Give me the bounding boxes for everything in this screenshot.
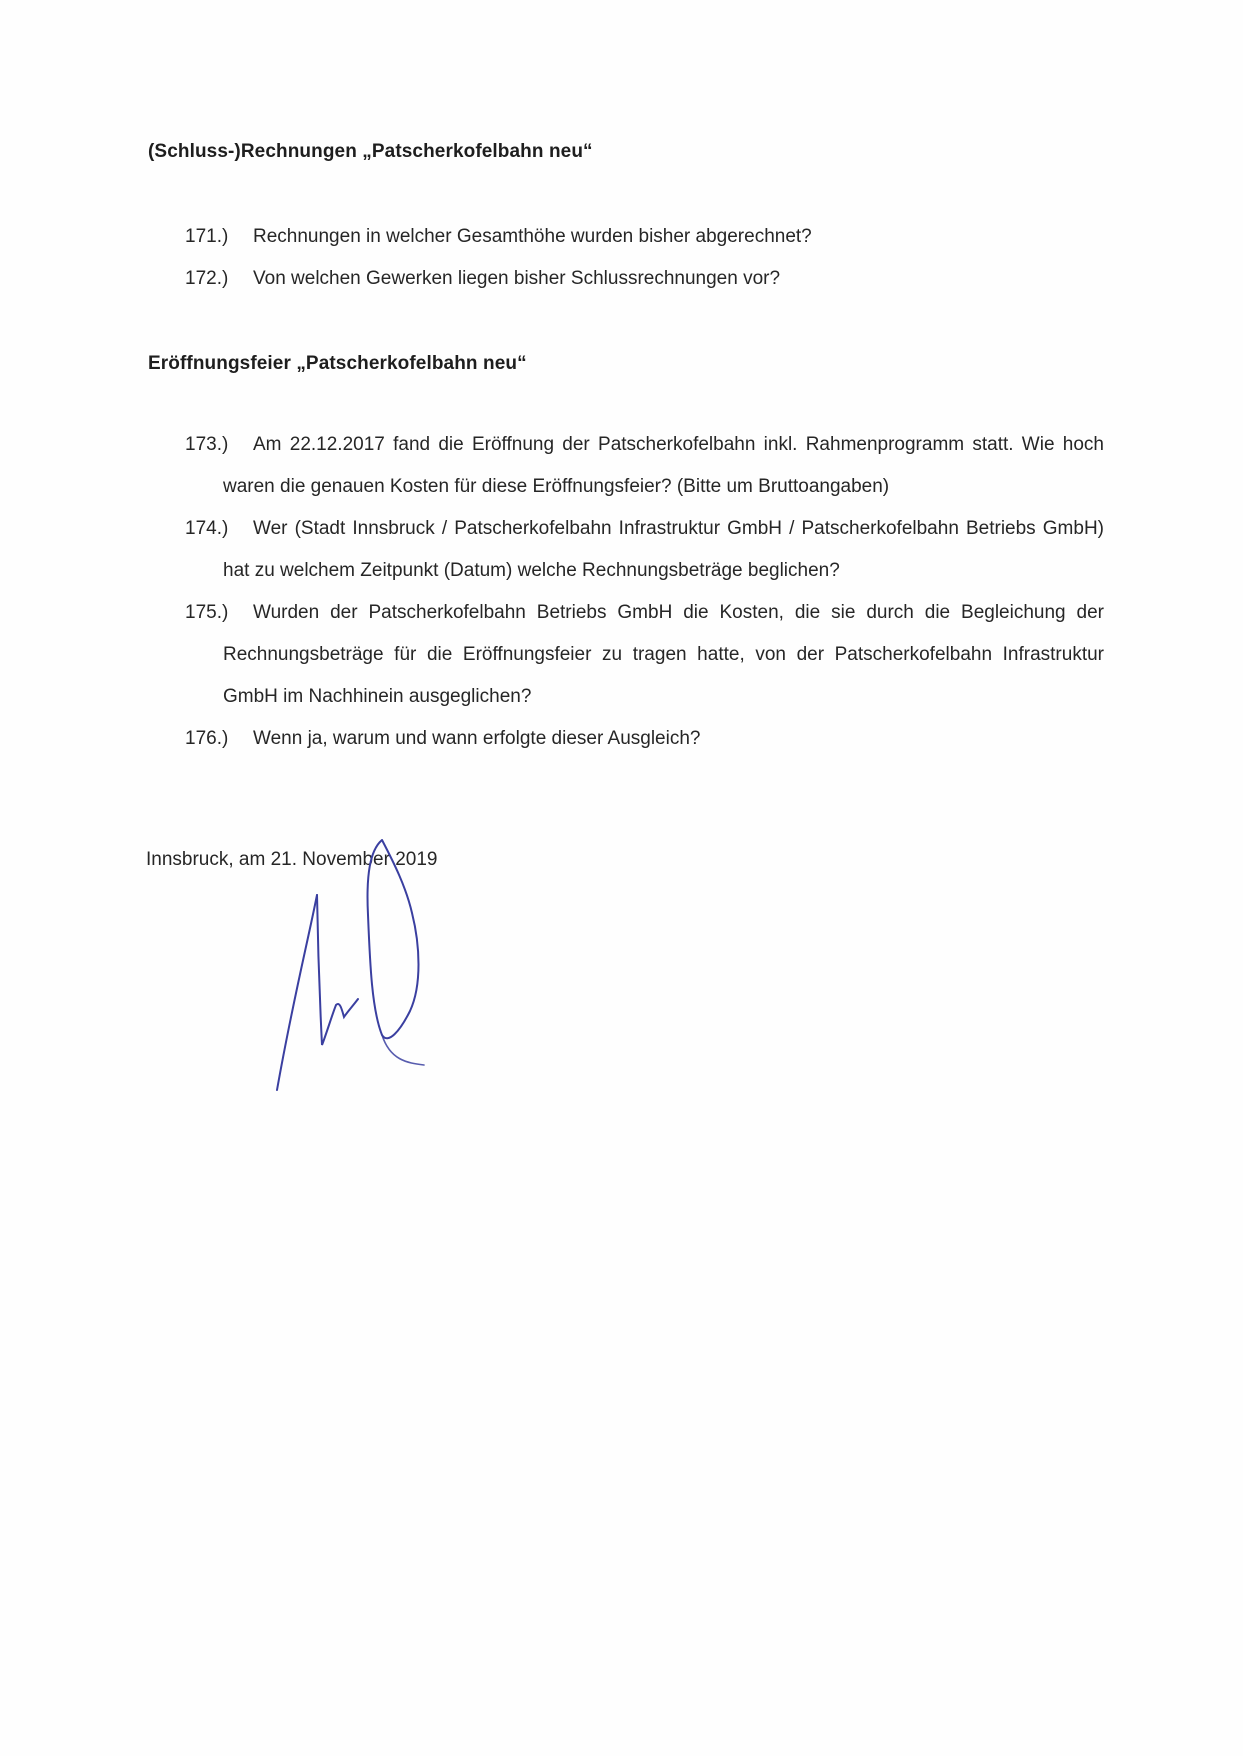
signature-stroke-left bbox=[277, 895, 317, 1090]
signature-tail bbox=[382, 1035, 424, 1065]
signature-stroke-middle bbox=[317, 895, 358, 1045]
question-173 bbox=[185, 424, 1105, 508]
question-176 bbox=[185, 718, 1105, 760]
question-172 bbox=[185, 258, 1105, 300]
question-number: 173.) bbox=[185, 434, 229, 455]
question-text: Wer (Stadt Innsbruck / Patscherkofelbahn Infrastruktur GmbH / Patscherkofelbahn Betriebs GmbH) hat zu welchem Zeitpunkt (Datum) welche Rechnungsbeträge beglichen? bbox=[223, 518, 1104, 581]
question-text: Rechnungen in welcher Gesamthöhe wurden bisher abgerechnet? bbox=[253, 226, 812, 247]
question-number: 176.) bbox=[185, 728, 229, 749]
section-heading-schlussrechnungen: (Schluss-)Rechnungen „Patscherkofelbahn neu“ bbox=[148, 141, 593, 162]
signature-stroke-loop bbox=[368, 840, 419, 1038]
question-number: 172.) bbox=[185, 268, 229, 289]
question-number: 171.) bbox=[185, 226, 229, 247]
question-171 bbox=[185, 216, 1105, 258]
question-number: 175.) bbox=[185, 602, 229, 623]
place-and-date: Innsbruck, am 21. November 2019 bbox=[146, 849, 438, 870]
question-number: 174.) bbox=[185, 518, 229, 539]
question-175 bbox=[185, 592, 1105, 718]
section-heading-eroeffnungsfeier: Eröffnungsfeier „Patscherkofelbahn neu“ bbox=[148, 353, 527, 374]
question-text: Wenn ja, warum und wann erfolgte dieser Ausgleich? bbox=[253, 728, 701, 749]
question-174 bbox=[185, 508, 1105, 592]
question-text: Am 22.12.2017 fand die Eröffnung der Patscherkofelbahn inkl. Rahmenprogramm statt. Wie hoch waren die genauen Kosten für diese Eröffnungsfeier? (Bitte um Bruttoangaben) bbox=[223, 434, 1104, 497]
signature bbox=[262, 835, 432, 1095]
question-text: Wurden der Patscherkofelbahn Betriebs GmbH die Kosten, die sie durch die Begleichung der Rechnungsbeträge für die Eröffnungsfeier zu tragen hatte, von der Patscherkofelbahn Infrastruktur GmbH im Nachhinein ausgeglichen? bbox=[223, 602, 1104, 707]
question-text: Von welchen Gewerken liegen bisher Schlussrechnungen vor? bbox=[253, 268, 781, 289]
